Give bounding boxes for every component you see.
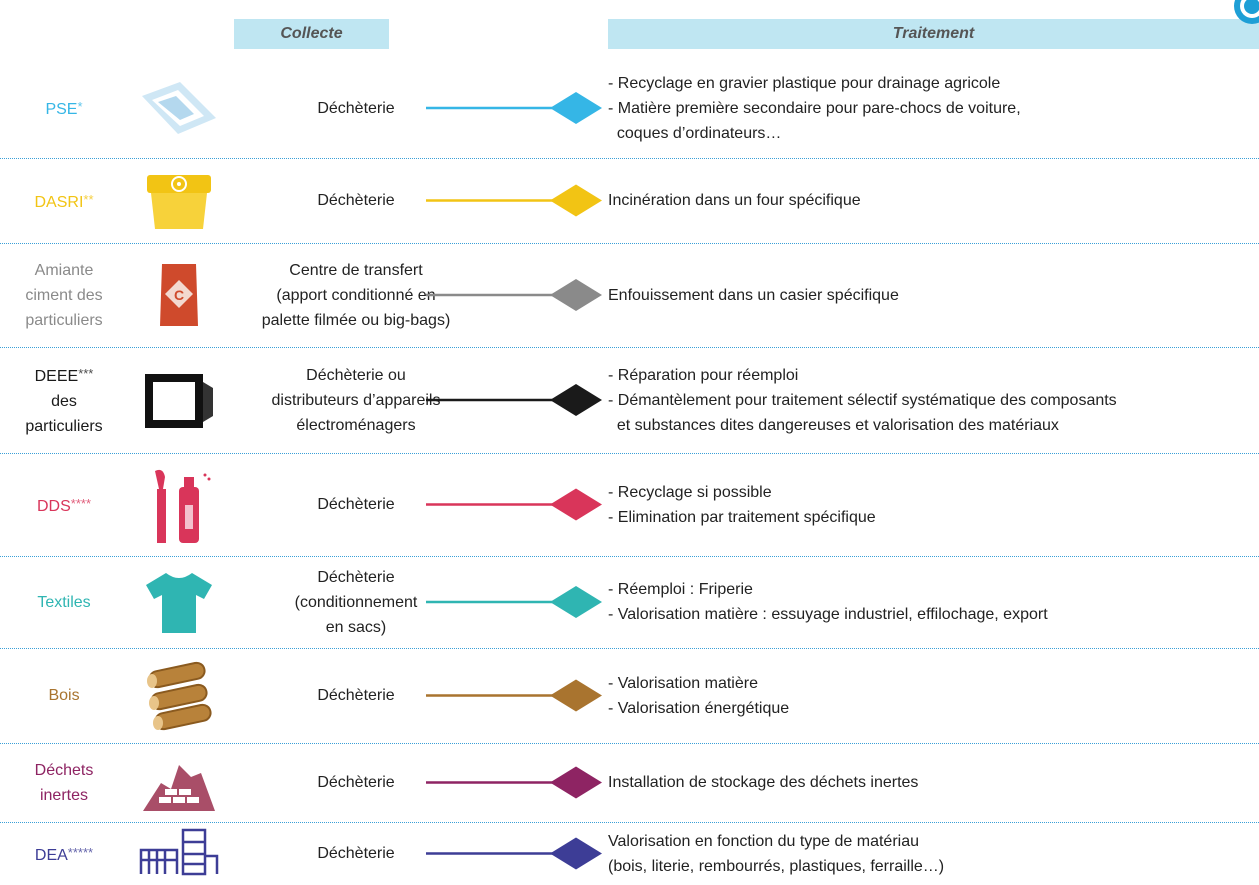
waste-type-text: Déchets inertes bbox=[34, 761, 94, 804]
traitement-line: - Recyclage en gravier plastique pour drainage agricole bbox=[608, 74, 1001, 92]
biohazard-box-icon bbox=[134, 158, 224, 243]
row-divider bbox=[0, 347, 1259, 348]
waste-type-label bbox=[0, 648, 128, 743]
traitement-line: Installation de stockage des déchets inertes bbox=[608, 774, 919, 791]
connector-diamond bbox=[550, 92, 602, 124]
traitement-line: et substances dites dangereuses et valorisation des matériaux bbox=[608, 416, 1059, 434]
waste-type-text: Amiante ciment des particuliers bbox=[25, 261, 103, 329]
traitement-line: - Elimination par traitement spécifique bbox=[608, 508, 876, 526]
corner-logo-icon bbox=[1232, 0, 1259, 26]
traitement-cell bbox=[608, 822, 1258, 885]
table-row bbox=[0, 822, 1259, 885]
traitement-cell bbox=[608, 58, 1258, 158]
collecte-text: Déchèterie bbox=[317, 99, 395, 117]
svg-text:C: C bbox=[173, 287, 185, 303]
connector-arrow bbox=[426, 347, 606, 453]
waste-type-text: DDS**** bbox=[36, 495, 92, 515]
connector-diamond bbox=[550, 767, 602, 799]
connector-arrow bbox=[426, 743, 606, 822]
tshirt-icon bbox=[134, 556, 224, 648]
waste-type-text: DEA***** bbox=[34, 844, 94, 864]
waste-type-label bbox=[0, 158, 128, 243]
traitement-line: - Recyclage si possible bbox=[608, 483, 772, 501]
traitement-line: Enfouissement dans un casier spécifique bbox=[608, 286, 899, 304]
traitement-cell bbox=[608, 743, 1258, 822]
traitement-line: - Démantèlement pour traitement sélectif systématique des composants bbox=[608, 391, 1117, 409]
table-row bbox=[0, 347, 1259, 453]
collecte-text: Centre de transfert (apport conditionné en palette filmée ou big-bags) bbox=[261, 261, 451, 329]
tv-icon bbox=[134, 347, 224, 453]
waste-type-label bbox=[0, 453, 128, 556]
row-divider bbox=[0, 743, 1259, 744]
waste-type-text: PSE* bbox=[45, 99, 83, 118]
traitement-cell bbox=[608, 556, 1258, 648]
connector-arrow bbox=[426, 822, 606, 885]
collecte-text: Déchèterie bbox=[317, 687, 395, 704]
waste-type-label bbox=[0, 743, 128, 822]
traitement-cell bbox=[608, 158, 1258, 243]
collecte-text: Déchèterie bbox=[317, 192, 395, 209]
traitement-line: - Réparation pour réemploi bbox=[608, 366, 799, 384]
furniture-icon bbox=[134, 822, 224, 885]
row-divider bbox=[0, 243, 1259, 244]
row-divider bbox=[0, 648, 1259, 649]
cement-bag-icon bbox=[134, 243, 224, 347]
footnote-marker: *** bbox=[78, 366, 94, 381]
collecte-text: Déchèterie bbox=[317, 496, 395, 513]
connector-arrow bbox=[426, 453, 606, 556]
wood-logs-icon bbox=[134, 648, 224, 743]
waste-type-label bbox=[0, 556, 128, 648]
connector-diamond bbox=[550, 838, 602, 870]
connector-arrow bbox=[426, 158, 606, 243]
connector-diamond bbox=[550, 489, 602, 521]
traitement-line: Incinération dans un four spécifique bbox=[608, 192, 861, 209]
connector-arrow bbox=[426, 648, 606, 743]
waste-type-label bbox=[0, 822, 128, 885]
connector-arrow bbox=[426, 556, 606, 648]
traitement-cell bbox=[608, 243, 1258, 347]
header-collecte-label: Collecte bbox=[280, 25, 343, 42]
traitement-cell bbox=[608, 648, 1258, 743]
connector-diamond bbox=[550, 185, 602, 217]
traitement-cell bbox=[608, 347, 1258, 453]
row-divider bbox=[0, 556, 1259, 557]
waste-type-text: DEEE*** des particuliers bbox=[25, 366, 103, 435]
connector-diamond bbox=[550, 279, 602, 311]
row-divider bbox=[0, 453, 1259, 454]
table-row bbox=[0, 648, 1259, 743]
collecte-text: Déchèterie ou distributeurs d’appareils électroménagers bbox=[271, 366, 441, 434]
table-row bbox=[0, 743, 1259, 822]
traitement-line: (bois, literie, rembourrés, plastiques, ferraille…) bbox=[608, 857, 945, 875]
header-collecte bbox=[234, 19, 389, 49]
header-traitement-label: Traitement bbox=[892, 25, 975, 42]
rubble-bricks-icon bbox=[134, 743, 224, 822]
collecte-text: Déchèterie (conditionnement en sacs) bbox=[294, 568, 418, 636]
traitement-line: - Matière première secondaire pour pare-chocs de voiture, bbox=[608, 99, 1021, 117]
table-row bbox=[0, 243, 1259, 347]
traitement-line: coques d’ordinateurs… bbox=[608, 124, 782, 142]
waste-type-label bbox=[0, 58, 128, 158]
polystyrene-tray-icon bbox=[134, 58, 224, 158]
waste-type-text: Textiles bbox=[37, 593, 91, 611]
connector-arrow bbox=[426, 58, 606, 158]
traitement-line: Valorisation en fonction du type de matériau bbox=[608, 832, 920, 850]
waste-type-label bbox=[0, 243, 128, 347]
footnote-marker: **** bbox=[70, 495, 92, 511]
connector-diamond bbox=[550, 680, 602, 712]
row-divider bbox=[0, 822, 1259, 823]
connector-diamond bbox=[550, 384, 602, 416]
footnote-marker: ***** bbox=[67, 844, 94, 860]
table-row bbox=[0, 58, 1259, 158]
traitement-line: - Valorisation matière bbox=[608, 674, 758, 692]
traitement-line: - Réemploi : Friperie bbox=[608, 581, 753, 598]
table-row bbox=[0, 158, 1259, 243]
waste-type-label bbox=[0, 347, 128, 453]
spray-bottle-icon bbox=[134, 453, 224, 556]
table-row bbox=[0, 453, 1259, 556]
connector-arrow bbox=[426, 243, 606, 347]
traitement-line: - Valorisation énergétique bbox=[608, 699, 790, 717]
footnote-marker: * bbox=[77, 99, 83, 114]
collecte-text: Déchèterie bbox=[317, 845, 395, 862]
waste-type-text: Bois bbox=[48, 687, 80, 704]
connector-diamond bbox=[550, 586, 602, 618]
waste-type-text: DASRI** bbox=[34, 191, 94, 211]
collecte-text: Déchèterie bbox=[317, 774, 395, 791]
table-row bbox=[0, 556, 1259, 648]
traitement-line: - Valorisation matière : essuyage industriel, effilochage, export bbox=[608, 606, 1048, 623]
header-traitement bbox=[608, 19, 1259, 49]
footnote-marker: ** bbox=[83, 191, 94, 207]
row-divider bbox=[0, 158, 1259, 159]
traitement-cell bbox=[608, 453, 1258, 556]
